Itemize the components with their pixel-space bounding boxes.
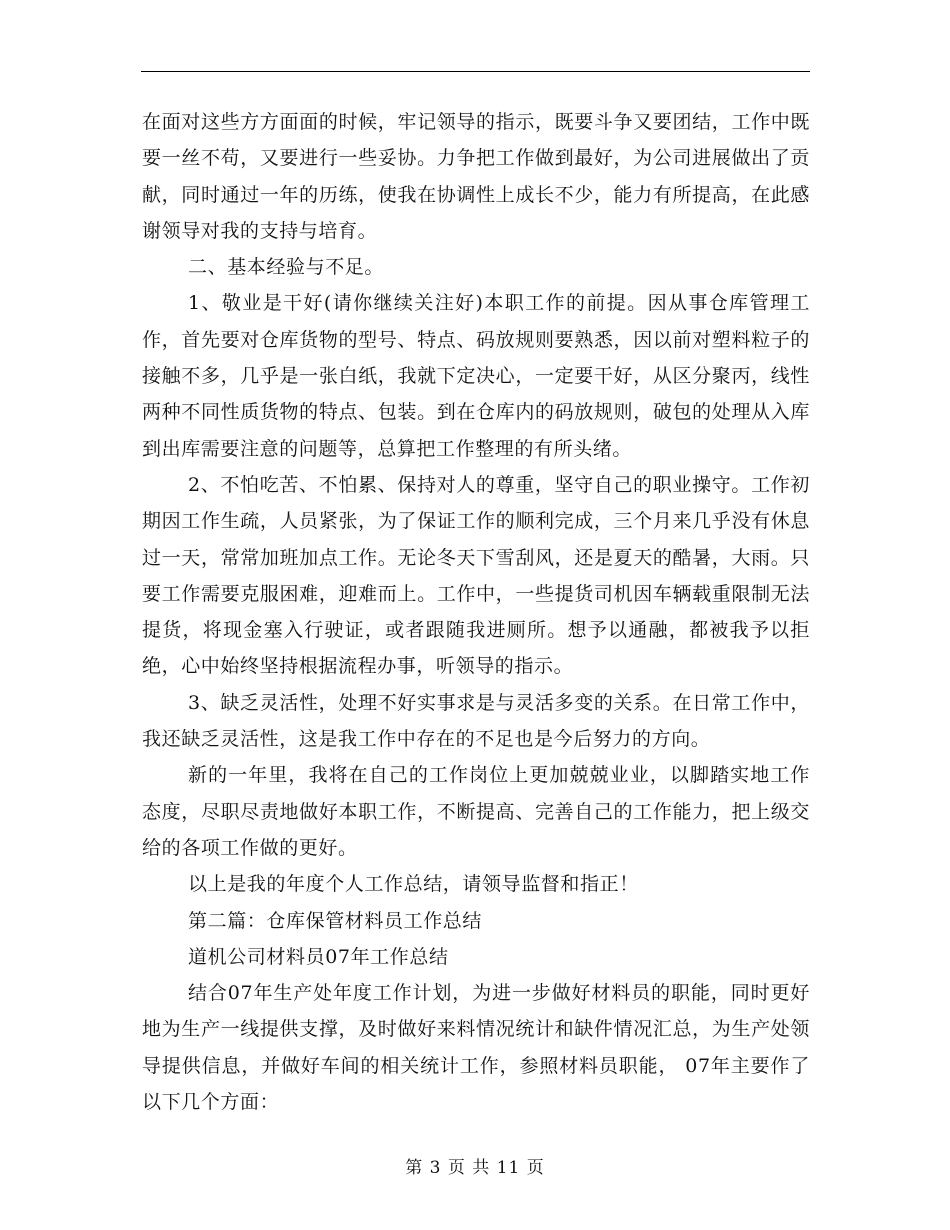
paragraph: 结合07年生产处年度工作计划，为进一步做好材料员的职能，同时更好地为生产一线提供支撑，及时做好来料情况统计和缺件情况汇总，为生产处领导提供信息，并做好车间的相关统计工作，参照材料员职能， 07年主要作了以下几个方面：: [142, 982, 810, 1114]
paragraph: 在面对这些方方面面的时候，牢记领导的指示，既要斗争又要团结，工作中既要一丝不苟，又要进行一些妥协。力争把工作做到最好，为公司进展做出了贡献，同时通过一年的历练，使我在协调性上成长不少，能力有所提高，在此感谢领导对我的支持与培育。: [142, 111, 810, 242]
paragraph: 新的一年里，我将在自己的工作岗位上更加兢兢业业，以脚踏实地工作态度，尽职尽责地做好本职工作，不断提高、完善自己的工作能力，把上级交给的各项工作做的更好。: [142, 764, 810, 859]
section-heading: 二、基本经验与不足。: [188, 256, 385, 279]
document-body: [142, 104, 810, 1120]
paragraph: 3、缺乏灵活性，处理不好实事求是与灵活多变的关系。在日常工作中，我还缺乏灵活性，这是我工作中存在的不足也是今后努力的方向。: [142, 691, 810, 751]
section-title: 第二篇：仓库保管材料员工作总结: [188, 909, 483, 932]
paragraph: 1、敬业是干好(请你继续关注好)本职工作的前提。因从事仓库管理工作，首先要对仓库货物的型号、特点、码放规则要熟悉，因以前对塑料粒子的接触不多，几乎是一张白纸，我就下定决心，一定要干好，从区分聚丙，线性两种不同性质货物的特点、包装。到在仓库内的码放规则，破包的处理从入库到出库需要注意的问题等，总算把工作整理的有所头绪。: [142, 292, 810, 460]
paragraph: 以上是我的年度个人工作总结，请领导监督和指正！: [188, 873, 639, 896]
page-number: 第 3 页 共 11 页: [405, 1158, 545, 1178]
paragraph: 2、不怕吃苦、不怕累、保持对人的尊重，坚守自己的职业操守。工作初期因工作生疏，人员紧张，为了保证工作的顺利完成，三个月来几乎没有休息过一天，常常加班加点工作。无论冬天下雪刮风，还是夏天的酷暑，大雨。只要工作需要克服困难，迎难而上。工作中，一些提货司机因车辆载重限制无法提货，将现金塞入行驶证，或者跟随我进厕所。想予以通融，都被我予以拒绝，心中始终坚持根据流程办事，听领导的指示。: [142, 473, 810, 678]
subtitle: 道机公司材料员07年工作总结: [188, 945, 449, 968]
header-rule: [141, 71, 810, 72]
